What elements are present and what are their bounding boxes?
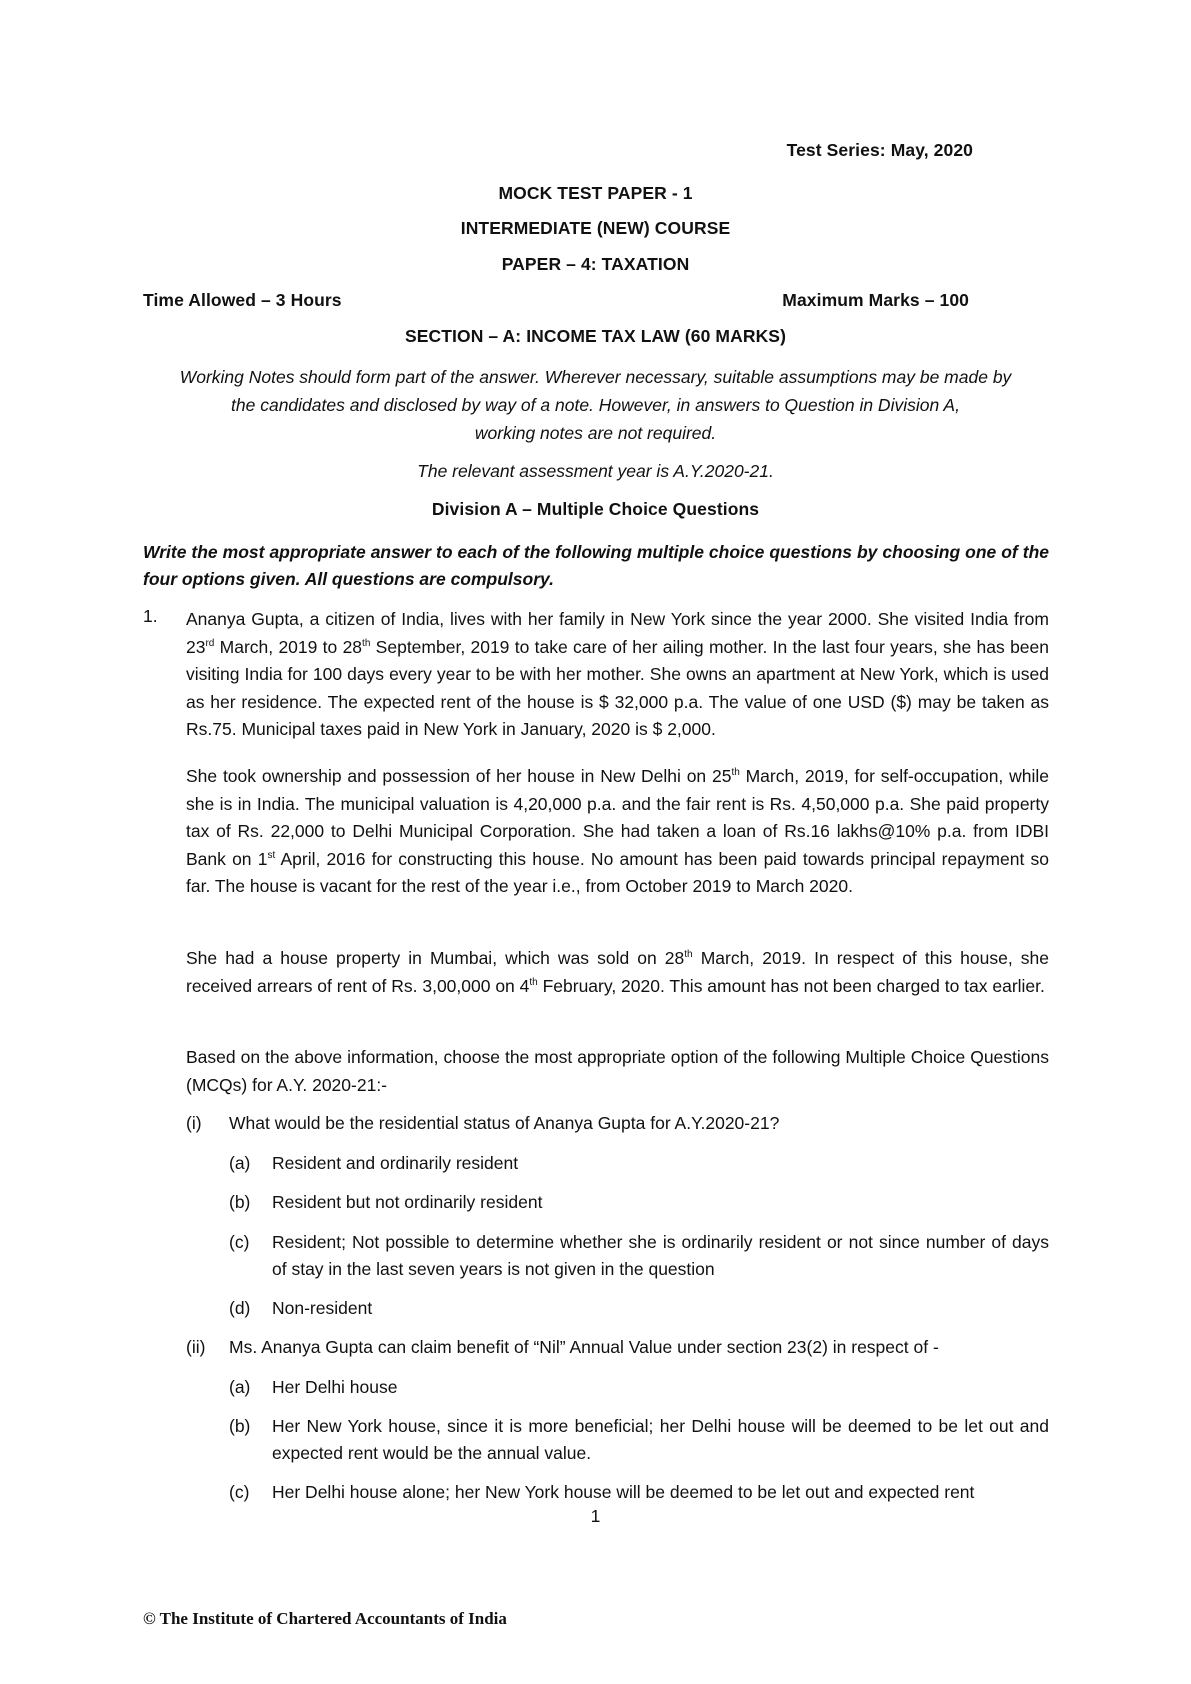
time-allowed: Time Allowed – 3 Hours [143, 290, 342, 310]
option-label: (a) [229, 1377, 251, 1397]
option-label: (c) [229, 1232, 250, 1252]
division-instruction: Write the most appropriate answer to each of the following multiple choice questions by choosing one of the four options given. All questions are compulsory. [143, 542, 1049, 589]
option-label: (b) [229, 1416, 251, 1436]
question-paragraph-3: She had a house property in Mumbai, which was sold on 28th March, 2019. In respect of this house, she received arrears of rent of Rs. 3,00,000 on 4th February, 2020. This amount has not been charged to tax earlier. [186, 948, 1049, 996]
question-paragraph-4: Based on the above information, choose the most appropriate option of the following Multiple Choice Questions (MCQs) for A.Y. 2020-21:- [186, 1047, 1049, 1095]
working-notes-line3: working notes are not required. [474, 423, 717, 443]
assessment-year-note: The relevant assessment year is A.Y.2020-21. [417, 461, 774, 481]
paper-subject: PAPER – 4: TAXATION [501, 254, 690, 274]
option-label: (b) [229, 1192, 251, 1212]
option-text: Resident and ordinarily resident [272, 1153, 519, 1173]
question-paragraph-1: Ananya Gupta, a citizen of India, lives with her family in New York since the year 2000. She visited India from 23rd March, 2019 to 28th September, 2019 to take care of her ailing mother. In the last four years, she has been visiting India for 100 days every year to be with her mother. She owns an apartment at New York, which is used as her residence. The expected rent of the house is $ 32,000 p.a. The value of one USD ($) may be taken as Rs.75. Municipal taxes paid in New York in January, 2020 is $ 2,000. [186, 609, 1050, 739]
option-text: Her Delhi house alone; her New York house will be deemed to be let out and expected rent [272, 1482, 975, 1502]
division-title: Division A – Multiple Choice Questions [431, 499, 760, 519]
option-text: Non-resident [272, 1298, 373, 1318]
option-label: (a) [229, 1153, 251, 1173]
option-text: Resident but not ordinarily resident [272, 1192, 543, 1212]
option-text: Resident; Not possible to determine whether she is ordinarily resident or not since number of days of stay in the last seven years is not given in the question [272, 1232, 1049, 1279]
subquestion-ii-text: Ms. Ananya Gupta can claim benefit of “Nil” Annual Value under section 23(2) in respect of - [229, 1337, 939, 1357]
subquestion-i-label: (i) [186, 1113, 202, 1133]
section-title: SECTION – A: INCOME TAX LAW (60 MARKS) [404, 326, 787, 346]
question-paragraph-2: She took ownership and possession of her house in New Delhi on 25th March, 2019, for self-occupation, while she is in India. The municipal valuation is 4,20,000 p.a. and the fair rent is Rs. 4,50,000 p.a. She paid property tax of Rs. 22,000 to Delhi Municipal Corporation. She had taken a loan of Rs.16 lakhs@10% p.a. from IDBI Bank on 1st April, 2016 for constructing this house. No amount has been paid towards principal repayment so far. The house is vacant for the rest of the year i.e., from October 2019 to March 2020. [186, 766, 1050, 896]
working-notes-line1: Working Notes should form part of the answer. Wherever necessary, suitable assumptions may be made by [179, 367, 1012, 387]
option-text: Her Delhi house [272, 1377, 398, 1397]
subquestion-ii-label: (ii) [186, 1337, 206, 1357]
maximum-marks: Maximum Marks – 100 [782, 290, 969, 310]
paper-title: MOCK TEST PAPER - 1 [498, 183, 693, 203]
option-label: (c) [229, 1482, 250, 1502]
course-title: INTERMEDIATE (NEW) COURSE [460, 218, 731, 238]
option-text: Her New York house, since it is more beneficial; her Delhi house will be deemed to be let out and expected rent would be the annual value. [272, 1416, 1049, 1463]
test-series-label: Test Series: May, 2020 [786, 140, 973, 160]
copyright-footer: © The Institute of Chartered Accountants of India [143, 1609, 507, 1628]
working-notes-line2: the candidates and disclosed by way of a note. However, in answers to Question in Division A, [231, 395, 960, 415]
option-label: (d) [229, 1298, 251, 1318]
page-number: 1 [590, 1506, 601, 1526]
subquestion-i-text: What would be the residential status of Ananya Gupta for A.Y.2020-21? [229, 1113, 780, 1133]
question-number: 1. [143, 606, 158, 626]
